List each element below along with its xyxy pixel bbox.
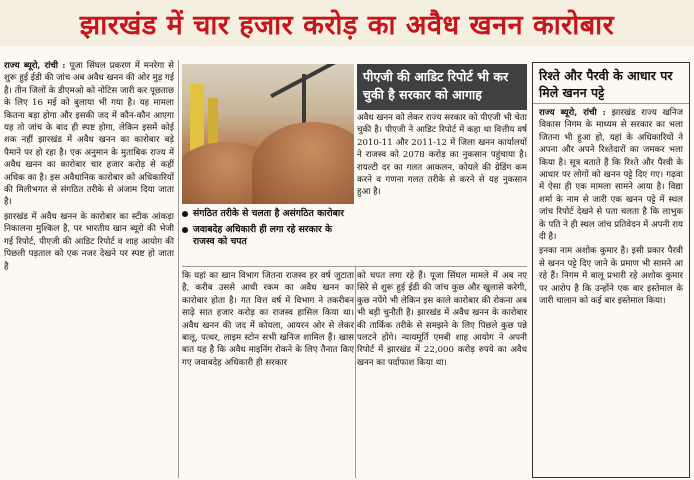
dateline: राज्य ब्यूरो, रांची : [4, 61, 66, 71]
column-divider [355, 266, 356, 478]
sidebar-body [533, 104, 689, 478]
sidebar-title: रिश्ते और पैरवी के आधार पर मिले खनन पट्टे [533, 63, 689, 104]
photo-bullets [182, 208, 354, 268]
sidebar-box [532, 62, 690, 478]
article-column-3 [182, 270, 354, 478]
paragraph: कि यहां का खान विभाग जितना राजस्व हर वर्ष जुटाता है, करीब उससे आधी रकम का अवैध खनन का कारोबार होता है। गत वित्त वर्ष में विभाग ने तकरीबन साढ़े सात हजार करोड़ का राजस्व हासिल किया था। अवैध खनन की जद में कोयला, आयरन ओर से लेकर बालू, पत्थर, लाइम स्टोन सभी खनिज शामिल हैं। खास बात यह है कि अवैध माइनिंग रोकने के लिए तैनात किए गए जवाबदेह अधिकारी ही सरकार [182, 271, 354, 368]
paragraph: इनका नाम अशोक कुमार है। इसी प्रकार पैरवी से खनन पट्टे दिए जाने के प्रमाण भी सामने आ रहे हैं। निगम में बालू प्रभारी रहे अशोक कुमार पर आरोप है कि उन्होंने एक बार इस्तेमाल के जारी चालान को कई बार इस्तेमाल किया। [539, 246, 683, 307]
column-divider [178, 60, 179, 478]
paragraph: पूजा सिंघल प्रकरण में मनरेगा से शुरू हुई ईडी की जांच अब अवैध खनन की ओर मुड़ गई है। तीन जिलों के डीएमओ को नोटिस जारी कर पूछताछ के लिए 16 मई को बुलाया भी गया है। यह मामला कितना बड़ा होगा और इसकी जद में कौन-कौन आएगा यह तो जांच के बाद ही स्पष्ट होगा, लेकिन इसमें कोई शक नहीं झारखंड में अवैध खनन का कारोबार बड़े पैमाने पर हो रहा है। एक अनुमान के मुताबिक राज्य में अवैध खनन का कारोबार चार हजार करोड़ से कहीं अधिक का है। इस अवैधानिक कारोबार को अधिकारियों की मिलीभगत से संगठित तरीके से अंजाम दिया जाता है। [4, 61, 174, 208]
paragraph: को चपत लगा रहे हैं। पूजा सिंघल मामले में अब नए सिरे से शुरू हुई ईडी की जांच कुछ और खुलासे करेगी, कुछ नपेंगे भी लेकिन इस काले कारोबार की रोकना अब भी बड़ी चुनौती है। झारखंड में अवैध खनन के कारोबार की तार्किक तरीके से समझने के लिए पिछले कुछ पन्ने पलटने होंगे। न्यायमूर्ति एमबी शाह आयोग ने अपनी रिपोर्ट में झारखंड में 22,000 करोड़ रुपये का अवैध खनन का पर्दाफाश किया था। [357, 271, 527, 368]
subhead-box: पीएजी की आडिट रिपोर्ट भी कर चुकी है सरकार को आगाह [357, 64, 527, 110]
paragraph: अवैध खनन को लेकर राज्य सरकार को पीएजी भी चेता चुकी है। पीएजी ने आडिट रिपोर्ट में कहा था वित्तीय वर्ष 2010-11 और 2011-12 में जिला खनन कार्यालयों ने राजस्व को 2078 करोड़ का नुकसान पहुंचाया है। रायल्टी दर का गलत आकलन, कोयले की ग्रेडिंग कम करने व गणना गलत तरीके से करने से यह नुकसान हुआ है। [357, 113, 527, 198]
bullet-item: जवाबदेह अधिकारी ही लगा रहे सरकार के राजस्व को चपत [182, 224, 354, 248]
article-column-2 [357, 112, 527, 262]
article-column-4 [357, 270, 527, 478]
headline: झारखंड में चार हजार करोड़ का अवैध खनन कारोबार [79, 9, 615, 41]
article-column-1 [4, 60, 174, 478]
bullet-item: संगठित तरीके से चलता है असंगठित कारोबार [182, 208, 354, 220]
headline-banner [0, 0, 694, 46]
paragraph: झारखंड राज्य खनिज विकास निगम के माध्यम से सरकार का भला जितना भी हुआ हो, यहां के अधिकारियों ने अपना और अपने रिश्तेदारों का जमकर भला किया है। सूत्र बताते हैं कि रिश्ते और पैरवी के आधार पर लोगों को खनन पट्टे दिए गए। गढ़वा में ऐसा ही एक मामला सामने आया है। विद्या शर्मा के नाम से जारी एक खनन पट्टे में स्थल जांच रिपोर्ट देखने से पता चलता है कि लाभुक के पति ने ही स्थल जांच प्रतिवेदन में अपनी राय दी है। [539, 108, 684, 243]
mining-photo [182, 64, 354, 204]
section-divider [182, 266, 527, 267]
paragraph: झारखंड में अवैध खनन के कारोबार का स्टीक आंकड़ा निकालना मुश्किल है, पर भारतीय खान ब्यूरो की भेजी गई रिपोर्ट, पीएजी की आडिट रिपोर्ट व शाह आयोग की पिछली पड़ताल को एक नजर देखने पर स्पष्ट हो जाता है [4, 211, 174, 272]
dateline: राज्य ब्यूरो, रांची : [539, 108, 606, 118]
